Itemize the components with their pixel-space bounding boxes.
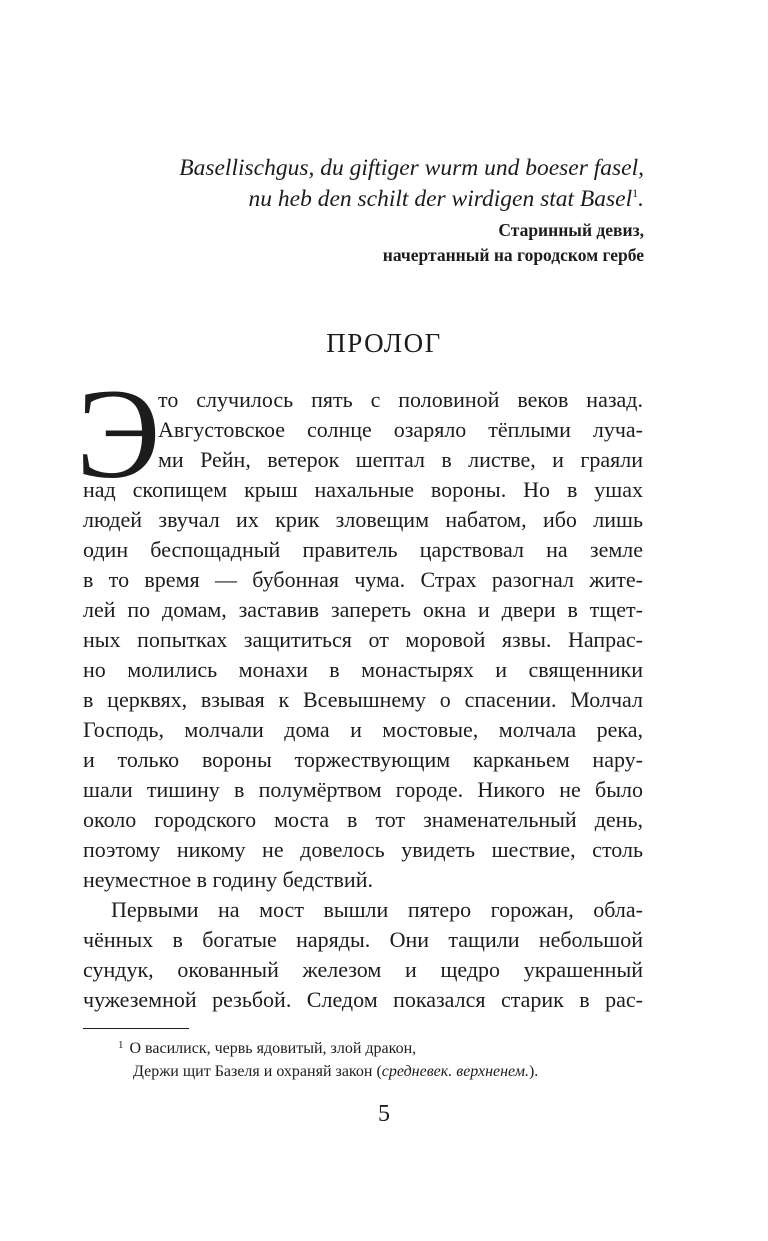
text-line: около городского моста в тот знаменательный день,	[83, 807, 643, 832]
epigraph	[179, 153, 644, 268]
text-line: шали тишину в полумёртвом городе. Никого не было	[83, 777, 643, 802]
drop-cap: Э	[76, 363, 161, 505]
text-line: над скопищем крыш нахальные вороны. Но в ушах	[83, 477, 643, 502]
footnote-italic: средневек. верхненем.	[381, 1063, 529, 1080]
footnote-line	[118, 1037, 538, 1060]
text-line: людей звучал их крик зловещим набатом, ибо лишь	[83, 507, 643, 532]
epigraph-source: Старинный девиз,	[498, 220, 644, 240]
text-line: то случилось пять с половиной веков назад.	[158, 387, 643, 412]
footnote-divider	[83, 1028, 189, 1029]
footnote-text-end: ).	[528, 1063, 539, 1080]
text-line: Первыми на мост вышли пятеро горожан, обла-	[111, 897, 643, 922]
paragraph-1	[83, 385, 643, 895]
text-line: сундук, окованный железом и щедро украшенный	[83, 957, 643, 982]
text-line: в церквях, взывая к Всевышнему о спасении. Молчал	[83, 687, 643, 712]
text-line: Господь, молчали дома и мостовые, молчала река,	[83, 717, 643, 742]
footnote-line	[118, 1060, 538, 1083]
footnote-text: О василиск, червь ядовитый, злой дракон,	[129, 1040, 417, 1057]
text-line: и только вороны торжествующим карканьем нару-	[83, 747, 643, 772]
text-line: Августовское солнце озаряло тёплыми луча-	[158, 417, 643, 442]
page-number: 5	[378, 1101, 390, 1127]
footnote-text: Держи щит Базеля и охраняй закон (	[133, 1063, 382, 1080]
text-line: неуместное в годину бедствий.	[83, 867, 373, 892]
text-line: но молились монахи в монастырях и священники	[83, 657, 643, 682]
text-line: лей по домам, заставив запереть окна и двери в тщет-	[83, 597, 643, 622]
paragraph-2	[83, 895, 643, 1015]
text-line: в то время — бубонная чума. Страх разогнал жите-	[83, 567, 643, 592]
text-line: ных попытках защититься от моровой язвы. Напрас-	[83, 627, 643, 652]
epigraph-line: Basellischgus, du giftiger wurm und boeser fasel,	[179, 155, 644, 181]
text-line: чужеземной резьбой. Следом показался старик в рас-	[83, 987, 643, 1012]
text-line: поэтому никому не довелось увидеть шествие, столь	[83, 837, 643, 862]
text-line: один беспощадный правитель царствовал на земле	[83, 537, 643, 562]
chapter-heading: ПРОЛОГ	[326, 328, 442, 358]
footnote-mark: 1	[118, 1039, 124, 1051]
text-line: ми Рейн, ветерок шептал в листве, и граяли	[158, 447, 643, 472]
footnote-ref: 1	[632, 186, 639, 200]
epigraph-source: начертанный на городском гербе	[382, 245, 644, 265]
text-line: чённых в богатые наряды. Они тащили небольшой	[83, 927, 643, 952]
epigraph-line-end: .	[638, 186, 644, 212]
epigraph-line	[179, 184, 644, 215]
footnote	[118, 1037, 538, 1083]
epigraph-line-text: nu heb den schilt der wirdigen stat Basel	[248, 186, 633, 212]
